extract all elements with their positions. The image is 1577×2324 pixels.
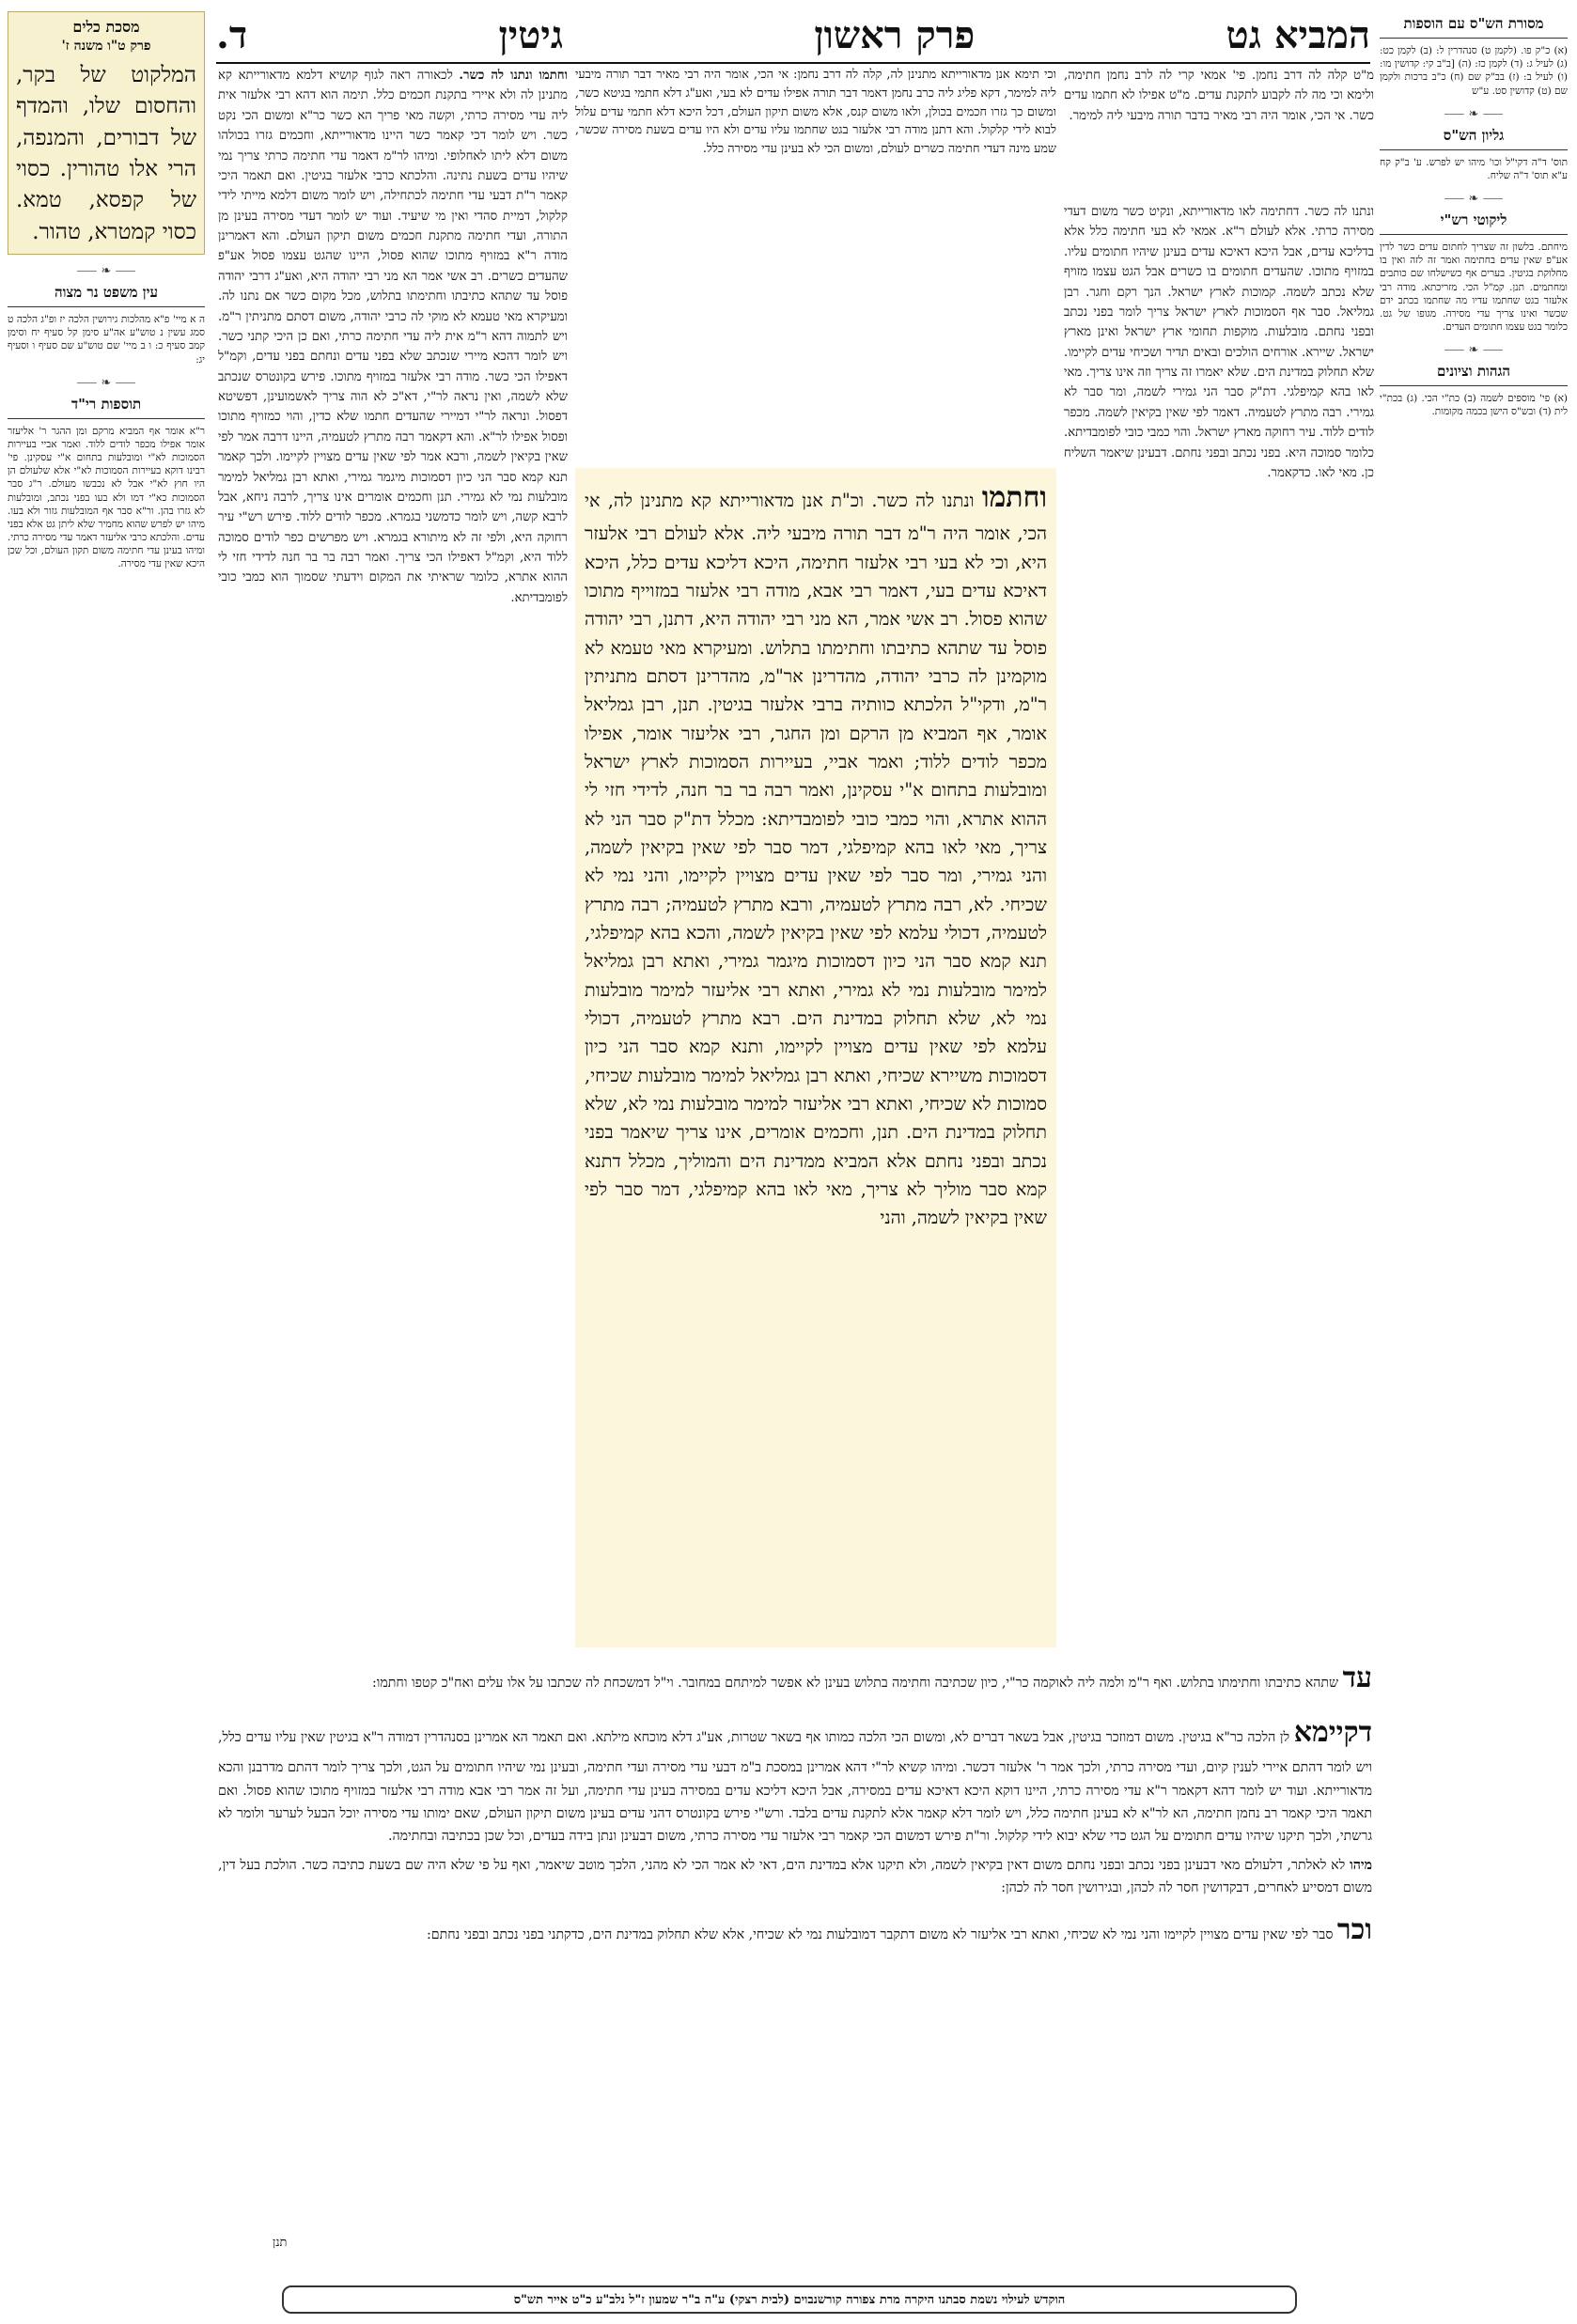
bottom-commentary [218, 1654, 1372, 2227]
gemara-main [575, 468, 1056, 1647]
ein-mishpat-title: עין משפט נר מצוה [8, 280, 205, 307]
header-tractate-title: המביא גט [1226, 12, 1370, 57]
mishnah-chapter: פרק ט"ו משנה ז' [61, 39, 151, 54]
masoret-title: מסורת הש"ס עם הוספות [1380, 11, 1568, 39]
tosafot-rid-title: תוספות רי"ד [8, 392, 205, 419]
ornament-divider: ⸺ ❧ ⸺ [76, 264, 136, 279]
gilyon-text: תוס' ד"ה דקי"ל וכו' מיהו יש לפרש. ע' ב"ק קח ע"א תוס' ד"ה שליח. [1380, 156, 1568, 181]
mishnah-tractate: מסכת כלים [72, 18, 140, 36]
header-tractate: גיטין [498, 12, 564, 57]
ornament-divider: ⸺ ❧ ⸺ [1444, 106, 1504, 121]
likutei-rashi-title: ליקוטי רש"י [1380, 208, 1568, 235]
gemara-text: ונתנו לה כשר. וכ"ת אנן מדאורייתא קא מתנינן לה, אי הכי, אומר היה ר"מ דבר תורה מיבעי ליה. אלא לעולם רבי אלעזר היא, וכי לא בעי רבי אלעזר חתימה, היכא דליכא עדים כלל, היכא דאיכא עדים בעי, דאמר רבי אבא, מודה רבי אלעזר במזוייף מתוכו שהוא פסול. רב אשי אמר, הא מני רבי יהודה היא, דתנן, רבי יהודה פוסל עד שתהא כתיבתו וחתימתו בתלוש. ומעיקרא מאי טעמא לא מוקמינן לה כרבי יהודה, מהדרינן אר"מ, מהדרינן דסתם מתניתין ר"מ, ודקי"ל הלכתא כוותיה ברבי אלעזר בגיטין. תנן, רבן גמליאל אומר, אף המביא מן הרקם ומן החגר, רבי אליעזר אומר, אפילו מכפר לודים ללוד; ואמר אביי, בעיירות הסמוכות לארץ ישראל ומובלעות בתחום א"י עסקינן, ואמר רבה בר בר חנה, לדידי חזי לי ההוא אתרא, והוי כמבי כובי לפומבדיתא: מכלל דת"ק סבר הני לא צריך, מאי לאו בהא קמיפלגי, דמר סבר לפי שאין בקיאין לשמה, והני גמירי, ומר סבר לפי שאין עדים מצויין לקיימו, והני נמי לא שכיחי. לא, רבה מתרץ לטעמיה, ורבא מתרץ לטעמיה; רבה מתרץ לטעמיה, דכולי עלמא לפי שאין בקיאין לשמה, והכא בהא קמיפלגי, תנא קמא סבר הני כיון דסמוכות מיגמר גמירי, ואתא רבן גמליאל למימר מובלעות נמי לא גמירי, ואתא רבי אליעזר למימר מובלעות נמי לא, שלא תחלוק במדינת הים. רבא מתרץ לטעמיה, דכולי עלמא לפי שאין עדים מצויין לקיימו, ותנא קמא סבר הני כיון דסמוכות משיירא שכיחי, ואתא רבן גמליאל למימר מובלעות שכיחי, סמוכות לא שכיחי, ואתא רבי אליעזר למימר מובלעות נמי לא, שלא תחלוק במדינת הים. תנן, וחכמים אומרים, אינו צריך שיאמר בפני נכתב ובפני נחתם אלא המביא ממדינת הים והמוליך, מכלל דתנא קמא סבר מוליך לא צריך, מאי לאו בהא קמיפלגי, דמר סבר לפי שאין בקיאין לשמה, והני [585, 490, 1047, 1229]
rashi-top: מ"ט קלה לה דרב נחמן. פי' אמאי קרי לה לרב נחמן חתימה, ולימא וכי מה לה לקבוע לתקנת עדים. מ"ט אפילו לא חתמו עדים כשר. אי הכי, אומר היה רבי מאיר בדבר תורה מיבעי ליה למימר. [1064, 69, 1374, 123]
ornament-divider: ⸺ ❧ ⸺ [1444, 192, 1504, 207]
gemara-opening-word: וחתמו [981, 481, 1047, 514]
masoret-text: (א) כ"ק פו. (לקמן ט) סנהדרין ל: (ב) לקמן כט: (ג) לעיל ג: (ד) לקמן כז: (ה) [ב"ב קי: קדושין מו: (ו) לעיל ב: (ז) בב"ק שם (ח) כ"ב ברכות ולקמן שם (ט) קדושין סט. ע"ש [1380, 45, 1568, 97]
bottom-paragraph [218, 1854, 1372, 1900]
bottom-text-4: סבר לפי שאין עדים מצויין לקיימו והני נמי לא שכיחי, ואתא רבי אליעזר לא משום דתקבר דמובלעות נמי לא שכיחי, אלא שלא תחלוק במדינת הים, כדקתני בפני נכתב ובפני נחתם: [426, 1926, 1334, 1942]
right-margin-column [1380, 11, 1568, 1911]
ein-mishpat-text: ה א מיי' פ"א מהלכות גירושין הלכה יז ופ"ג הלכה ט סמג עשין נ טוש"ע אה"ע סימן קל סעיף יח וסימן קמב סעיף כ: ו ב מיי' שם טוש"ע שם סעיף ו וסעיף יג: [8, 314, 205, 366]
header-rule [216, 62, 1370, 64]
tosafot-text: לכאורה ראה לגוף קושיא דלמא מדאורייתא קא מתנינן לה ולא איירי בתקנת חכמים כלל. תימה הוא דהא רבי אלעזר אית ליה עדי מסירה כרתי, וקשה מאי פריך הא כשר כר"א ומשום הכי נקט כשר. ויש לומר דכי קאמר כשר היינו מדאורייתא, וחכמים גזרו בכולהו משום דלא ליתו לאחלופי. ומיהו לר"מ דאמר עדי חתימה כרתי צריך נמי שיהיו עדים בשעת נתינה. והלכתא כרבי אלעזר בגיטין. ואם תאמר היכי קאמר ר"ת דבעי עדי חתימה לכתחילה, ויש לומר משום דלמא מייתי לידי קלקול, דמיית סהדי ואין מי שיעיד. ועוד יש לומר דעדי מסירה בעינן מן התורה, ועדי חתימה מתקנת חכמים משום תיקון העולם. והא דאמרינן מודה ר"א במזויף מתוכו שהוא פסול, היינו שהגט עצמו פסול אע"פ שהעדים כשרים. רב אשי אמר הא מני רבי יהודה היא, ואע"ג דרבי יהודה פוסל עד שתהא כתיבתו וחתימתו בתלוש, מכל מקום כשר אם נתנו לה. ומעיקרא מאי טעמא לא מוקי לה כרבי יהודה, משום דסתם מתניתין ר"מ. ויש לתמוה דהא ר"מ אית ליה עדי חתימה כרתי, ואם כן היכי קתני כשר. ויש לומר דהכא מיירי שנכתב שלא בפני עדים ונחתם בפני עדים, וקמ"ל דאפילו הכי כשר. מודה רבי אלעזר במזויף מתוכו. פירש בקונטרס שנכתב שלא לשמה, ואין נראה לר"י, דא"כ לא הוה צריך לאשמועינן, דפשיטא דפסול. ונראה לר"י דמיירי שהעדים חתמו שלא כדין, והוי כמזויף מתוכו ופסול אפילו לר"א. והא דקאמר רבה מתרץ לטעמיה, היינו דרבה אמר לפי שאין בקיאין לשמה, ורבא אמר לפי שאין עדים מצויין לקיימו. ולכך קאמר תנא קמא סבר הני כיון דסמוכות מיגמר גמירי, ואתא רבן גמליאל למימר מובלעות נמי לא גמירי. תנן וחכמים אומרים אינו צריך, לרבה ניחא, אבל לרבא קשה, ויש לומר כדמשני בגמרא. מכפר לודים ללוד. פירש רש"י עיר רחוקה היא, ולפי זה לא מיתורא בגמרא. ויש מפרשים כפר לודים סמוכה ללוד היא, וקמ"ל דאפילו הכי צריך. ואמר רבה בר בר חנה לדידי חזי לי ההוא אתרא, כלומר שראיתי את המקום וידעתי שסמוך הוא כמבי כובי לפומבדיתא. [218, 69, 568, 605]
bottom-paragraph [218, 1654, 1372, 1703]
ornament-divider: ⸺ ❧ ⸺ [1444, 343, 1504, 358]
header-daf: ד. [216, 12, 248, 57]
left-margin-column [8, 11, 205, 1911]
rashi-commentary [1064, 202, 1374, 1645]
hagahot-text: (א) פי' מוספים לשמה (ב) כת"י הכי. (ג) בכת"י לית (ד) ובש"ס הישן בכמה מקומות. [1380, 393, 1568, 418]
bottom-dh-2: דקיימא [1293, 1715, 1372, 1749]
bottom-dh-3: מיהו [1350, 1857, 1372, 1873]
bottom-text-1: שתהא כתיבתו וחתימתו בתלוש. ואף ר"מ ולמה ליה לאוקמה כר"י, כיון שכתיבה וחתימה בתלוש בעינן לא אפשר למיתחם במחובר. וי"ל דמשכחת לה שכתבו על אלו עלים ואח"כ קטפו וחתמו: [371, 1676, 1339, 1691]
tosafot-commentary [218, 66, 568, 1645]
header-chapter: פרק ראשון [814, 12, 976, 57]
gilyon-title: גליון הש"ס [1380, 123, 1568, 150]
hagahot-title: הגהות וציונים [1380, 359, 1568, 386]
bottom-paragraph [218, 1906, 1372, 1955]
bottom-dh-1: עד [1342, 1661, 1372, 1694]
gemara-top-text: וכי תימא אנן מדאורייתא מתנינן לה, קלה לה דרב נחמן: אי הכי, אומר היה רבי מאיר דבר תורה מיבעי ליה למימר, דקא פליג ליה כרב נחמן דאמר דבר תורה אפילו עדים לא בעי, ואע"ג דלא חתמי בגיטא כשר, ומשום כך גזרו חכמים בכולן, ולאו משום קנס, אלא משום תיקון העולם, דכל היכא דלא חתמי עדים עלול לבוא לידי קלקול. והא דתנן מודה רבי אלעזר בגט שחתמו עליו עדים ולא היו עדים בשעת מסירה שכשר, שמע מינה דעדי חתימה כשרים לעולם, ומשום הכי לא בעינן עדי מסירה כלל. [575, 68, 1056, 157]
bottom-text-2: לן הלכה כר"א בגיטין. משום דמוזכר בגיטין, אבל בשאר דברים לא, ומשום הכי הלכה כמותו אף בשאר שטרות, אע"ג דלא מוכחא מילתא. ואם תאמר הא אמרינן בסנהדרין דמודה ר"א בגיטין שאין עליו עדים כלל, ויש לומר דהתם איירי לענין קיום, ועדי מסירה כרתי, ולכך אמר ר' אלעזר דכשר. ומיהו קשיא לר"י דהא אמרינן במסכת ב"מ דבעי עדי מסירה ועדי חתימה, ובעינן נמי שיהיו חתומים על הגט, ולכך צריך לומר דהתם מדרבנן והכא מדאורייתא. ועוד יש לומר דהא דקאמר ר"א עדי מסירה כרתי, היינו דוקא היכא דאיכא עדים במסירה, אבל היכא דליכא עדים במסירה בעינן עדי חתימה, ועל זה אמר רבי אבא מודה רבי אלעזר במזויף מתוכו שהוא פסול. ואם תאמר היכי קאמר רב נחמן חתימה, הא לר"א לא בעינן חתימה כלל, ויש לומר דלא קאמר אלא לתקנת עדים בלבד. ורש"י פירש בקונטרס דהני עדים בעינן משום תיקון העולם, שאם ימותו עדי מסירה יוכל הבעל לערער ולומר לא גרשתי, ולכך תיקנו שיהיו עדים חתומים על הגט כדי שלא יבוא לידי קלקול. ור"ת פירש דמשום הכי קאמר רבי אלעזר עדי מסירה כרתי, משום דבעינן ונתן בידה בעדים, וכל שכן בכתיבה ובחתימה. [218, 1729, 1372, 1845]
page-header [216, 11, 1370, 58]
bottom-text-3: לא לאלתר, דלעולם מאי דבעינן בפני נכתב ובפני נחתם משום דאין בקיאין לשמה, ולא תיקנו אלא במדינת הים, דאי לא אמר הכי לא מהני, הלכך מוטב שיאמר, ואף על פי שלא היה שם בשעת כתיבה כשר. הולכת בעל דין, משום דמסייע לאחרים, דבקדושין חסר לה לכהן, ובגירושין חסר לה לכהן: [218, 1857, 1372, 1896]
bottom-dh-4: וכר [1336, 1912, 1372, 1946]
mishnah-box [8, 11, 205, 255]
bottom-paragraph [218, 1708, 1372, 1848]
catchword: תנן [273, 2236, 288, 2250]
ornament-divider: ⸺ ❧ ⸺ [76, 375, 136, 390]
tosafot-dibbur-hamatchil: וחתמו ונתנו לה כשר. [459, 69, 568, 83]
likutei-rashi-text: מיחתם. בלשון זה שצריך לחתום עדים כשר לדין אע"פ שאין עדים בחתימה ואמר זה לזה ואין בו מחלוקת בגיטין. בערים אף כשישלחו שם כותבים ומחתמים. תנן. קמ"ל הכי. מזריכתא. מודה רבי אלעזר בגט שחתמו עדיו מה שחתמו בכתב ידם שכשר ואינו צריך עדי מסירה. מגופו של גט. כלומר בגט עצמו חתומים העדים. [1380, 242, 1568, 334]
dedication-footer: הוקדש לעילוי נשמת סבתנו היקרה מרת צפורה קורשנבוים (לבית רצקי) ע"ה ב"ר שמעון ז"ל נלב"ע כ"ט אייר תש"ס [282, 2285, 1297, 2314]
tosafot-rid-text: ר"א אומר אף המביא מרקם ומן ההגר ר' אליעזר אומר אפילו מכפר לודים ללוד. ואמר אביי בעיירות הסמוכות לא"י ומובלעות בתחום א"י עסקינן. פי' רבינו דוקא בעיירות הסמוכות לא"י אלא שלעולם הן היו חוץ לא"י אבל לא נכבשו מעולם. ר"ג סבר הסמוכות כא"י דמו ולא בעו בפני נכתב, ומובלעות לא גזרו בהן. ור"א סבר אף המובלעות גזור ולא בעו. מיהו יש לפרש שהוא מחמיר שלא ליתן גט אלא בפני עדים. והלכתא כרבי אליעזר דאמר עדי מסירה כרתי. ומיהו בעינן עדי חתימה משום תקון העולם, וכל שכן היכא שאין עדי מסירה. [8, 425, 205, 570]
rashi-text: ונתנו לה כשר. דחתימה לאו מדאורייתא, ונקיט כשר משום דעדי מסירה כרתי. אלא לעולם ר"א. אמאי לא בעי חתימה כלל אלא בדליכא עדים, אבל היכא דאיכא עדים בעינן שיהיו חתומים עליו. במזויף מתוכו. שהעדים חתומים בו כשרים אבל הגט עצמו מזויף שלא נכתב לשמה. קמוכות לארץ ישראל. הנך רקם וחגר. רבן גמליאל. סבר אף הסמוכות לארץ ישראל צריך לומר בפני נכתב ובפני נחתם. מובלעות. מוקפות תחומי ארץ ישראל ואינן מארץ ישראל. שיירא. אורחים הולכים ובאים תדיר ושכיחי עדים לקיימו. שלא תחלוק במדינת הים. שלא יאמרו זה צריך וזה אינו צריך. מאי לאו בהא קמיפלגי. דת"ק סבר הני גמירי לשמה, ומר סבר לא גמירי. רבה מתרץ לטעמיה. דאמר לפי שאין בקיאין לשמה. מכפר לודים ללוד. עיר רחוקה מארץ ישראל. והוי כמבי כובי לפומבדיתא. כלומר סמוכה היא. בפני נכתב ובפני נחתם. דבעינן שיאמר השליח כן. מאי לאו. כדקאמר. [1064, 205, 1374, 480]
mishnah-text: המלקוט של בקר, והחסום שלו, והמדף של דבורים, והמנפה, הרי אלו טהורין. כסוי של קפסא, טמא. כסוי קמטרא, טהור. [16, 63, 196, 244]
